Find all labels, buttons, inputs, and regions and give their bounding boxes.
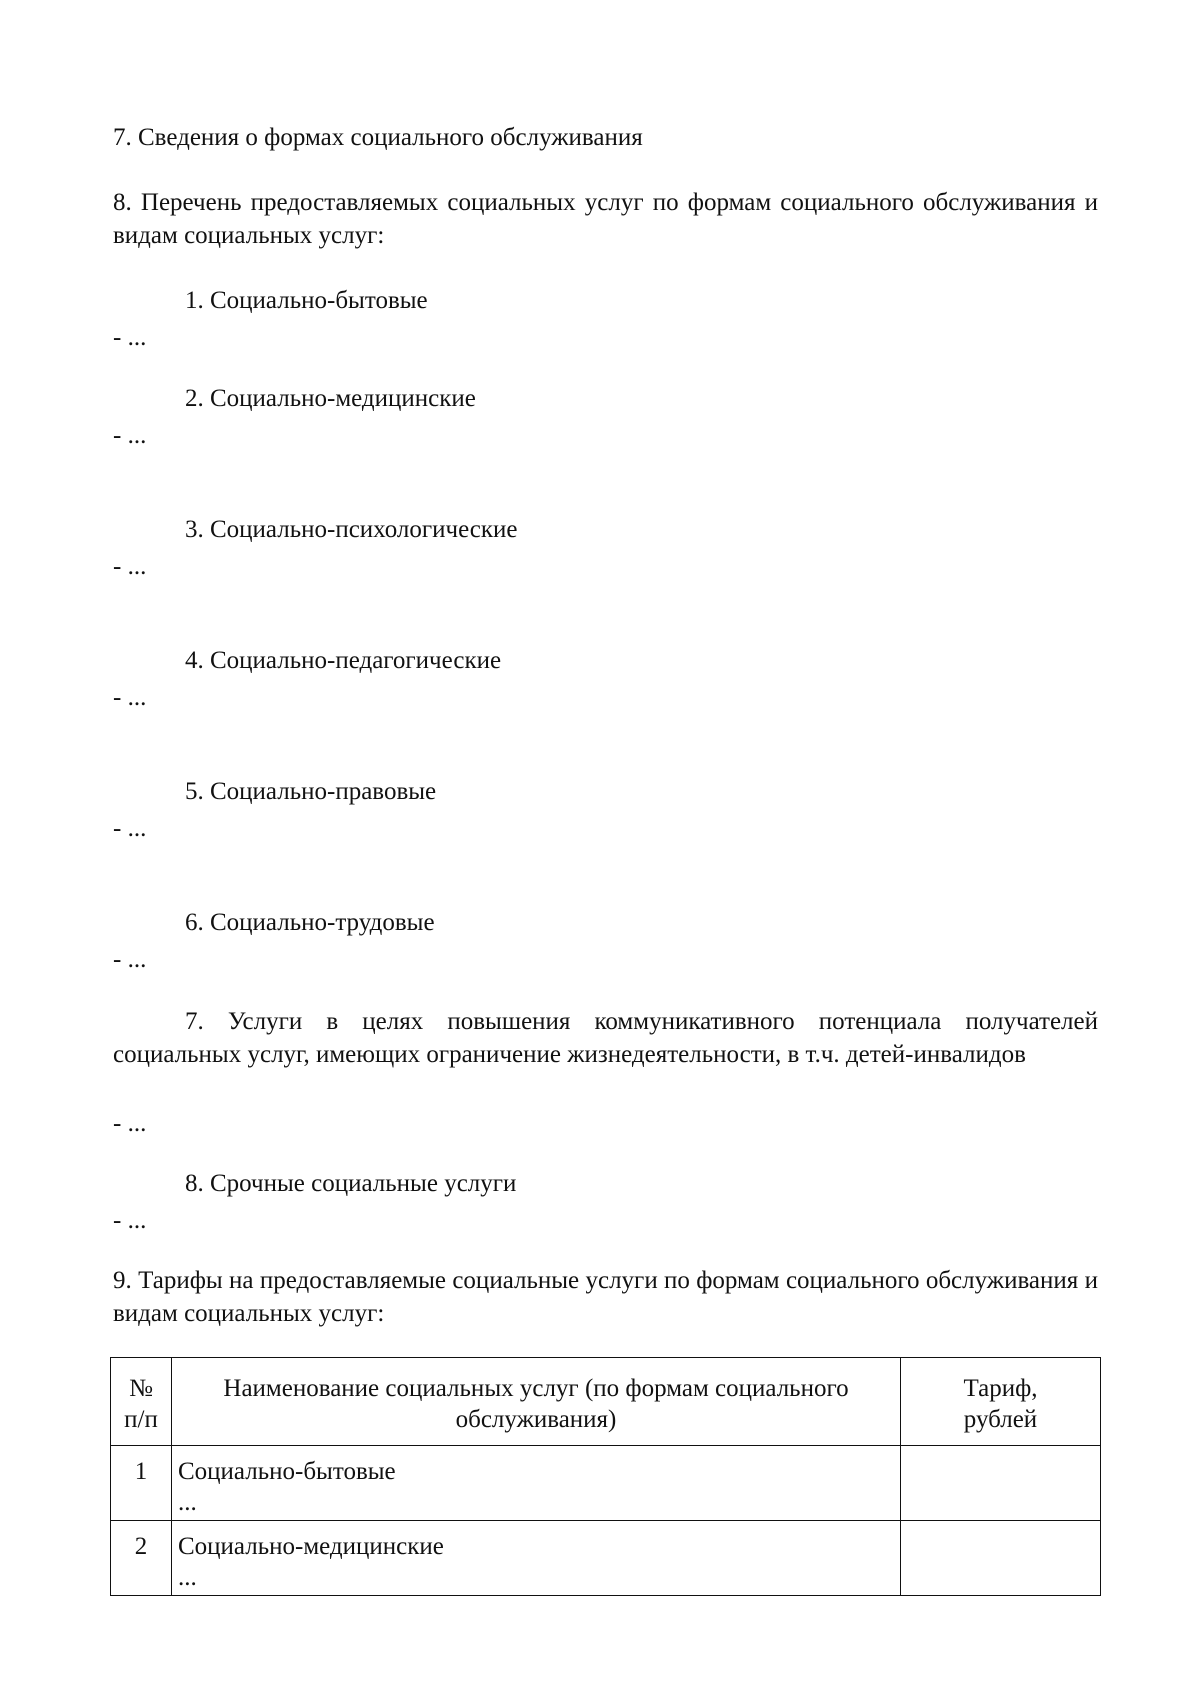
header-name: Наименование социальных услуг (по формам социального обслуживания)	[172, 1358, 901, 1446]
service-heading-communicative-text: 7. Услуги в целях повышения коммуникативного потенциала получателей социальных услуг, имеющих ограничение жизнедеятельности, в т.ч. детей-инвалидов	[113, 1008, 1098, 1068]
header-num-line2: п/п	[124, 1406, 158, 1433]
service-heading-communicative	[113, 1005, 1098, 1071]
table-row	[111, 1521, 1101, 1596]
table-row	[111, 1446, 1101, 1521]
service-placeholder-social-household: - ...	[113, 324, 147, 351]
service-placeholder-social-medical: - ...	[113, 422, 147, 449]
row-num: 1	[111, 1446, 172, 1521]
service-heading-social-medical: 2. Социально-медицинские	[185, 385, 476, 412]
row-sub: ...	[178, 1564, 197, 1591]
service-heading-social-household: 1. Социально-бытовые	[185, 287, 428, 314]
service-heading-social-pedagogical: 4. Социально-педагогические	[185, 647, 502, 674]
section-8-intro: 8. Перечень предоставляемых социальных услуг по формам социального обслуживания и видам социальных услуг:	[113, 189, 1098, 249]
service-heading-social-labor: 6. Социально-трудовые	[185, 909, 435, 936]
row-name-cell	[172, 1446, 901, 1521]
service-heading-urgent: 8. Срочные социальные услуги	[185, 1170, 517, 1197]
service-placeholder-social-labor: - ...	[113, 946, 147, 973]
service-placeholder-urgent: - ...	[113, 1207, 147, 1234]
tariffs-table-header-row	[111, 1358, 1101, 1446]
service-placeholder-social-legal: - ...	[113, 815, 147, 842]
service-heading-social-psychological: 3. Социально-психологические	[185, 516, 518, 543]
header-tariff	[901, 1358, 1101, 1446]
service-heading-social-legal: 5. Социально-правовые	[185, 778, 437, 805]
row-tariff	[901, 1446, 1101, 1521]
row-num: 2	[111, 1521, 172, 1596]
row-name: Социально-медицинские	[178, 1533, 444, 1560]
header-num-line1: №	[129, 1375, 153, 1402]
header-num	[111, 1358, 172, 1446]
tariffs-table	[110, 1357, 1101, 1596]
row-tariff	[901, 1521, 1101, 1596]
service-placeholder-communicative: - ...	[113, 1110, 147, 1137]
header-tariff-line2: рублей	[963, 1406, 1038, 1433]
section-9-intro: 9. Тарифы на предоставляемые социальные услуги по формам социального обслуживания и видам социальных услуг:	[113, 1267, 1098, 1327]
section-7-title: 7. Сведения о формах социального обслуживания	[113, 124, 643, 151]
service-placeholder-social-psychological: - ...	[113, 553, 147, 580]
row-name: Социально-бытовые	[178, 1458, 396, 1485]
row-name-cell	[172, 1521, 901, 1596]
row-sub: ...	[178, 1489, 197, 1516]
header-tariff-line1: Тариф,	[963, 1375, 1038, 1402]
service-placeholder-social-pedagogical: - ...	[113, 684, 147, 711]
